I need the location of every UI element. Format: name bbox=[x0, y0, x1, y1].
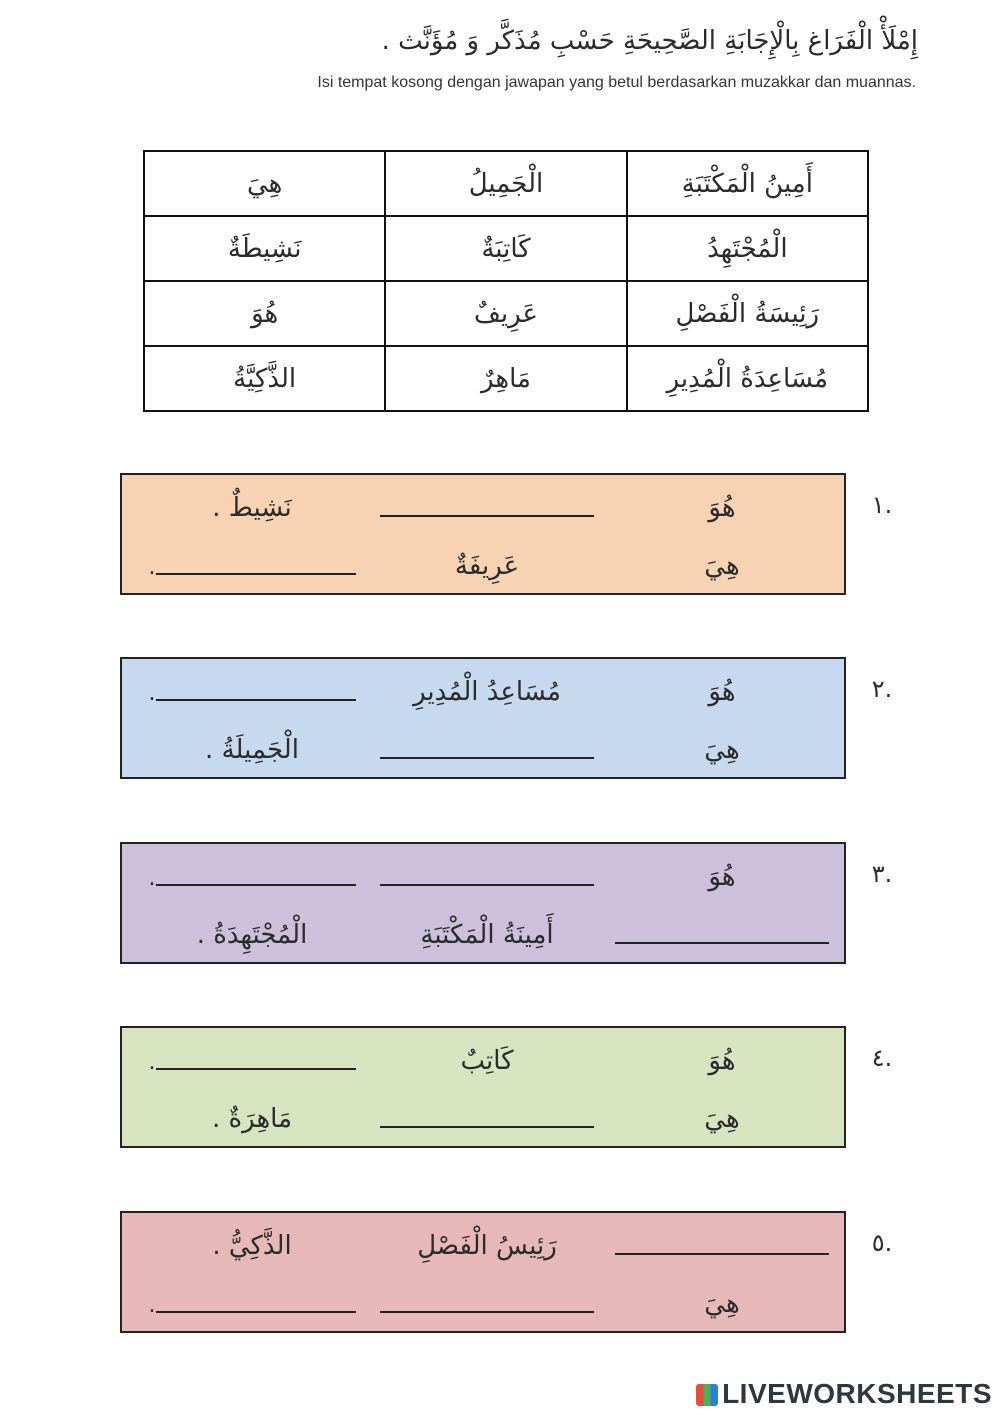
exercise-word: هِيَ bbox=[704, 735, 740, 765]
exercise-word: رَئِيسُ الْفَصْلِ bbox=[417, 1231, 557, 1261]
instruction-arabic: إِمْلَأْ الْفَرَاغ بِالْإِجَابَةِ الصَّحِيحَةِ حَسْبِ مُذَكَّر وَ مُؤَنَّث . bbox=[381, 26, 918, 56]
word-bank-table bbox=[143, 150, 869, 412]
exercise-number: ٣. bbox=[871, 860, 893, 888]
liveworksheets-logo bbox=[696, 1378, 992, 1410]
exercise-word: الْمُجْتَهِدَةُ . bbox=[196, 920, 308, 950]
blank-line[interactable] bbox=[156, 1068, 356, 1070]
exercise-word: هُوَ bbox=[708, 677, 736, 707]
exercise-box bbox=[120, 1211, 846, 1333]
answer-blank[interactable] bbox=[602, 910, 842, 960]
blank-line[interactable] bbox=[380, 515, 594, 517]
word-bank-row bbox=[144, 216, 868, 281]
period-mark: . bbox=[148, 1050, 156, 1075]
blank-line[interactable] bbox=[156, 573, 356, 575]
exercise-row bbox=[122, 483, 844, 533]
word-bank-row bbox=[144, 346, 868, 411]
exercise-row bbox=[122, 852, 844, 902]
exercise-row bbox=[122, 1279, 844, 1329]
exercise-row bbox=[122, 667, 844, 717]
blank-line[interactable] bbox=[615, 1253, 829, 1255]
word-bank-cell: نَشِيطَةٌ bbox=[144, 216, 385, 281]
exercise-row bbox=[122, 541, 844, 591]
blank-line[interactable] bbox=[156, 884, 356, 886]
period-mark: . bbox=[148, 1293, 156, 1318]
exercise-word: مَاهِرَةٌ . bbox=[211, 1104, 293, 1134]
exercise-row bbox=[122, 725, 844, 775]
blank-line[interactable] bbox=[380, 1126, 594, 1128]
exercise-word: الْجَمِيلَةُ . bbox=[205, 735, 299, 765]
exercise-box bbox=[120, 657, 846, 779]
answer-blank[interactable] bbox=[132, 667, 372, 717]
word-bank-row bbox=[144, 281, 868, 346]
exercise-number: ٥. bbox=[871, 1229, 893, 1257]
answer-blank[interactable] bbox=[132, 852, 372, 902]
brand-name: LIVEWORKSHEETS bbox=[722, 1378, 992, 1409]
blank-line[interactable] bbox=[615, 942, 829, 944]
answer-blank[interactable] bbox=[602, 1221, 842, 1271]
exercise-word: هُوَ bbox=[708, 493, 736, 523]
answer-blank[interactable] bbox=[132, 1036, 372, 1086]
word-bank-cell: هِيَ bbox=[144, 151, 385, 216]
answer-blank[interactable] bbox=[372, 852, 602, 902]
word-bank-cell: أَمِينُ الْمَكْتَبَةِ bbox=[627, 151, 868, 216]
word-bank-cell: كَاتِبَةٌ bbox=[385, 216, 626, 281]
answer-blank[interactable] bbox=[372, 1094, 602, 1144]
period-mark: . bbox=[148, 681, 156, 706]
exercise-word: هِيَ bbox=[704, 1104, 740, 1134]
word-bank-cell: مَاهِرٌ bbox=[385, 346, 626, 411]
exercise-row bbox=[122, 1036, 844, 1086]
exercise-word: هُوَ bbox=[708, 1046, 736, 1076]
exercise-word: هُوَ bbox=[708, 862, 736, 892]
exercise-box bbox=[120, 473, 846, 595]
word-bank-cell: هُوَ bbox=[144, 281, 385, 346]
word-bank-row bbox=[144, 151, 868, 216]
exercise-word: هِيَ bbox=[704, 551, 740, 581]
exercise-word: الذَّكِيُّ . bbox=[212, 1231, 292, 1261]
word-bank-cell: الْجَمِيلُ bbox=[385, 151, 626, 216]
period-mark: . bbox=[148, 866, 156, 891]
exercise-word: كَاتِبٌ bbox=[460, 1046, 514, 1076]
exercise-number: ٢. bbox=[871, 675, 893, 703]
answer-blank[interactable] bbox=[372, 725, 602, 775]
blank-line[interactable] bbox=[380, 1311, 594, 1313]
exercise-row bbox=[122, 1221, 844, 1271]
exercise-number: ١. bbox=[871, 491, 893, 519]
period-mark: . bbox=[148, 555, 156, 580]
blank-line[interactable] bbox=[380, 884, 594, 886]
exercise-box bbox=[120, 1026, 846, 1148]
word-bank-cell: الذَّكِيَّةُ bbox=[144, 346, 385, 411]
word-bank-cell: الْمُجْتَهِدُ bbox=[627, 216, 868, 281]
answer-blank[interactable] bbox=[132, 541, 372, 591]
blank-line[interactable] bbox=[380, 757, 594, 759]
exercise-word: أَمِينَةُ الْمَكْتَبَةِ bbox=[420, 920, 554, 950]
answer-blank[interactable] bbox=[132, 1279, 372, 1329]
word-bank-cell: عَرِيفٌ bbox=[385, 281, 626, 346]
exercise-word: هِيَ bbox=[704, 1289, 740, 1319]
blank-line[interactable] bbox=[156, 1311, 356, 1313]
word-bank-cell: مُسَاعِدَةُ الْمُدِيرِ bbox=[627, 346, 868, 411]
answer-blank[interactable] bbox=[372, 1279, 602, 1329]
exercise-word: نَشِيطٌ . bbox=[212, 493, 292, 523]
logo-icon bbox=[696, 1384, 718, 1406]
exercise-number: ٤. bbox=[871, 1044, 893, 1072]
instruction-malay: Isi tempat kosong dengan jawapan yang betul berdasarkan muzakkar dan muannas. bbox=[317, 74, 916, 91]
exercise-word: مُسَاعِدُ الْمُدِيرِ bbox=[413, 677, 561, 707]
answer-blank[interactable] bbox=[372, 483, 602, 533]
word-bank-cell: رَئِيسَةُ الْفَصْلِ bbox=[627, 281, 868, 346]
exercise-word: عَرِيفَةٌ bbox=[454, 551, 520, 581]
exercise-row bbox=[122, 910, 844, 960]
exercise-row bbox=[122, 1094, 844, 1144]
blank-line[interactable] bbox=[156, 699, 356, 701]
exercise-box bbox=[120, 842, 846, 964]
